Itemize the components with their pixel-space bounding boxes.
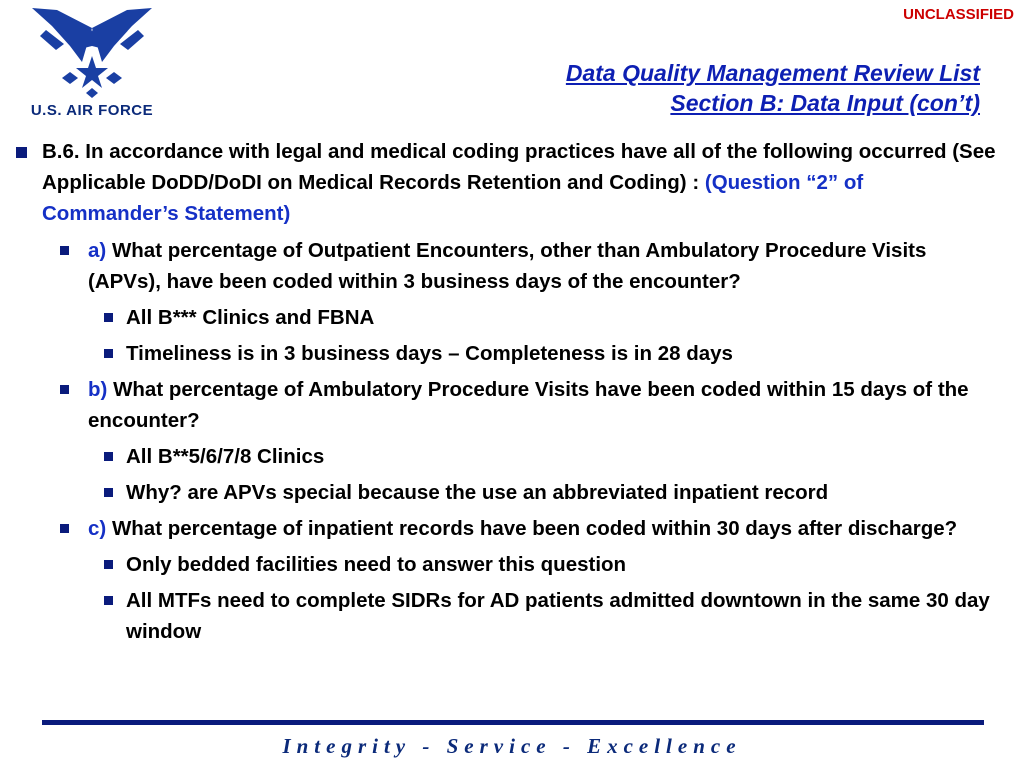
slide-content bbox=[14, 136, 1004, 652]
square-bullet-icon bbox=[104, 313, 113, 322]
classification-label: UNCLASSIFIED bbox=[903, 6, 1014, 23]
sub-bullet-text: Timeliness is in 3 business days – Completeness is in 28 days bbox=[126, 342, 733, 365]
sub-bullet-text: Only bedded facilities need to answer this question bbox=[126, 553, 627, 576]
bullet-item-a bbox=[14, 235, 1004, 297]
bullet-item-c bbox=[14, 513, 1004, 544]
square-bullet-icon bbox=[104, 349, 113, 358]
footer-motto: Integrity - Service - Excellence bbox=[282, 734, 742, 758]
item-b-text: What percentage of Ambulatory Procedure Visits have been coded within 15 days of the encounter? bbox=[88, 378, 969, 432]
square-bullet-icon bbox=[104, 596, 113, 605]
square-bullet-icon bbox=[60, 246, 69, 255]
sub-bullet-text: All B*** Clinics and FBNA bbox=[126, 306, 375, 329]
square-bullet-icon bbox=[60, 385, 69, 394]
sub-bullet-text: Why? are APVs special because the use an abbreviated inpatient record bbox=[126, 481, 829, 504]
square-bullet-icon bbox=[104, 488, 113, 497]
item-b-label: b) bbox=[88, 378, 108, 401]
sub-bullet-c-1 bbox=[14, 549, 1004, 580]
air-force-wings-icon bbox=[12, 6, 172, 102]
sub-bullet-a-2 bbox=[14, 338, 1004, 369]
sub-bullet-b-2 bbox=[14, 477, 1004, 508]
square-bullet-icon bbox=[60, 524, 69, 533]
item-c-label: c) bbox=[88, 517, 107, 540]
b6-text: B.6. In accordance with legal and medical coding practices have all of the following occurred (See Applicable DoDD/DoDI on Medical Records Retention and Coding) : bbox=[42, 140, 996, 194]
item-a-label: a) bbox=[88, 239, 107, 262]
air-force-logo bbox=[12, 6, 172, 122]
slide-title bbox=[566, 58, 980, 118]
sub-bullet-text: All B**5/6/7/8 Clinics bbox=[126, 445, 325, 468]
sub-bullet-c-2 bbox=[14, 585, 1004, 647]
bullet-item-b bbox=[14, 374, 1004, 436]
footer-divider bbox=[42, 720, 984, 725]
sub-bullet-b-1 bbox=[14, 441, 1004, 472]
square-bullet-icon bbox=[104, 560, 113, 569]
square-bullet-icon bbox=[104, 452, 113, 461]
logo-text: U.S. AIR FORCE bbox=[30, 102, 154, 119]
item-c-text: What percentage of inpatient records have been coded within 30 days after discharge? bbox=[111, 517, 958, 540]
title-line-2: Section B: Data Input (con’t) bbox=[670, 90, 980, 116]
bullet-item-b6 bbox=[14, 136, 1004, 229]
sub-bullet-text: All MTFs need to complete SIDRs for AD patients admitted downtown in the same 30 day window bbox=[126, 589, 990, 643]
square-bullet-icon bbox=[16, 147, 27, 158]
title-line-1: Data Quality Management Review List bbox=[565, 60, 980, 86]
sub-bullet-a-1 bbox=[14, 302, 1004, 333]
b6-reference: (Question “2” of Commander’s Statement) bbox=[42, 171, 864, 225]
item-a-text: What percentage of Outpatient Encounters, other than Ambulatory Procedure Visits (APVs), have been coded within 3 business days of the encounter? bbox=[88, 239, 927, 293]
